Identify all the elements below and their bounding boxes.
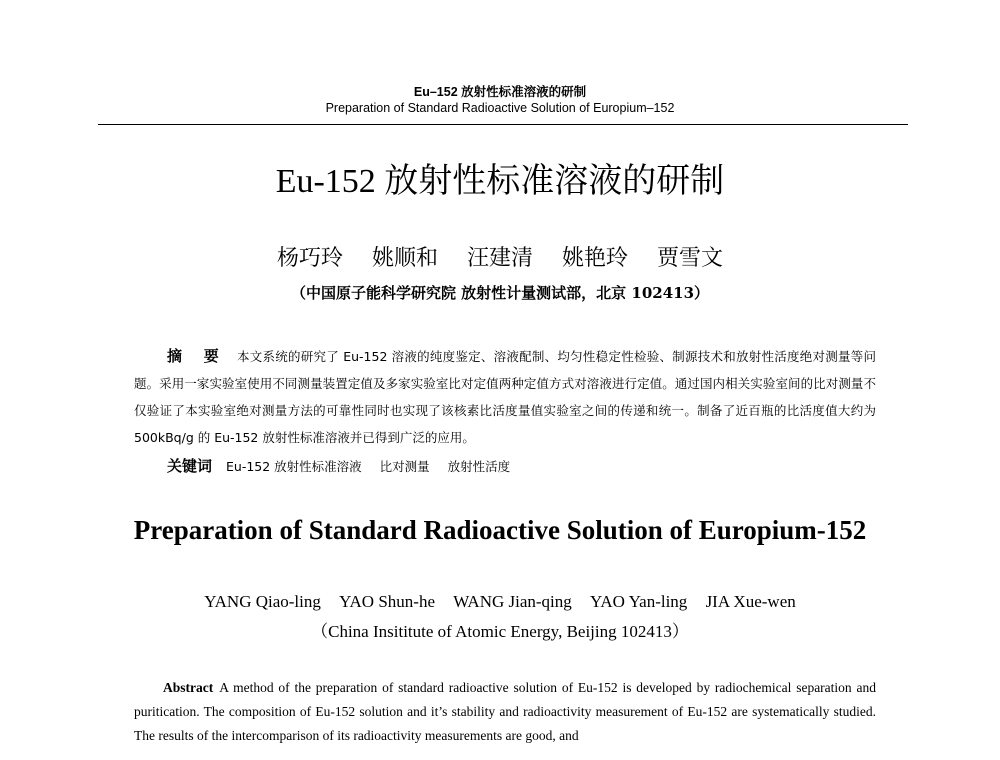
abstract-cn-text: 本文系统的研究了 Eu-152 溶液的纯度鉴定、溶液配制、均匀性稳定性检验、制源技术和放射性活度绝对测量等问题。采用一家实验室使用不同测量装置定值及多家实验室比对定值两种定值方式对溶液进行定值。通过国内相关实验室间的比对测量不仅验证了本实验室绝对测量方法的可靠性同时也实现了该核素比活度量值实验室之间的传递和统一。制备了近百瓶的比活度值大约为 500kBq/g 的 Eu-152 放射性标准溶液并已得到广泛的应用。 — [134, 349, 876, 445]
authors-cn — [0, 244, 1000, 274]
keywords-cn-label: 关键词 — [167, 457, 213, 475]
author-en-5: JIA Xue-wen — [705, 592, 796, 611]
abstract-en-label: Abstract — [163, 680, 214, 695]
author-cn-2: 姚顺和 — [371, 246, 438, 271]
author-en-3: WANG Jian-qing — [453, 592, 572, 611]
author-cn-4: 姚艳玲 — [562, 246, 629, 271]
author-cn-3: 汪建清 — [466, 246, 533, 271]
running-header-cn: Eu–152 放射性标准溶液的研制 — [413, 85, 587, 99]
abstract-cn-label: 摘 要 — [167, 347, 227, 365]
running-header-en: Preparation of Standard Radioactive Solution of Europium–152 — [325, 101, 675, 115]
keyword-cn-1: Eu-152 放射性标准溶液 — [226, 459, 362, 474]
keyword-cn-3: 放射性活度 — [447, 459, 511, 474]
affiliation-cn: （中国原子能科学研究院 放射性计量测试部，北京 102413） — [290, 284, 710, 302]
title-cn: Eu-152 放射性标准溶液的研制 — [275, 163, 725, 200]
authors-en — [0, 590, 1000, 614]
author-cn-5: 贾雪文 — [657, 246, 724, 271]
abstract-en — [134, 676, 876, 748]
keyword-cn-2: 比对测量 — [379, 459, 430, 474]
running-header — [0, 84, 1000, 116]
affiliation-en: （China Insititute of Atomic Energy, Beijing 102413） — [311, 622, 689, 641]
abstract-cn — [134, 343, 876, 451]
title-en: Preparation of Standard Radioactive Solution of Europium-152 — [133, 515, 867, 545]
abstract-en-text: A method of the preparation of standard radioactive solution of Eu-152 is developed by radiochemical separation and puritication. The composition of Eu-152 solution and it’s stability and radioactivity measurement of Eu-152 are systematically studied. The results of the intercomparison of its radioactivity measurements are good, and — [134, 680, 876, 743]
author-cn-1: 杨巧玲 — [276, 246, 343, 271]
author-en-2: YAO Shun-he — [339, 592, 435, 611]
keywords-cn — [167, 454, 867, 479]
header-rule — [98, 124, 908, 125]
author-en-1: YANG Qiao-ling — [204, 592, 321, 611]
author-en-4: YAO Yan-ling — [590, 592, 688, 611]
